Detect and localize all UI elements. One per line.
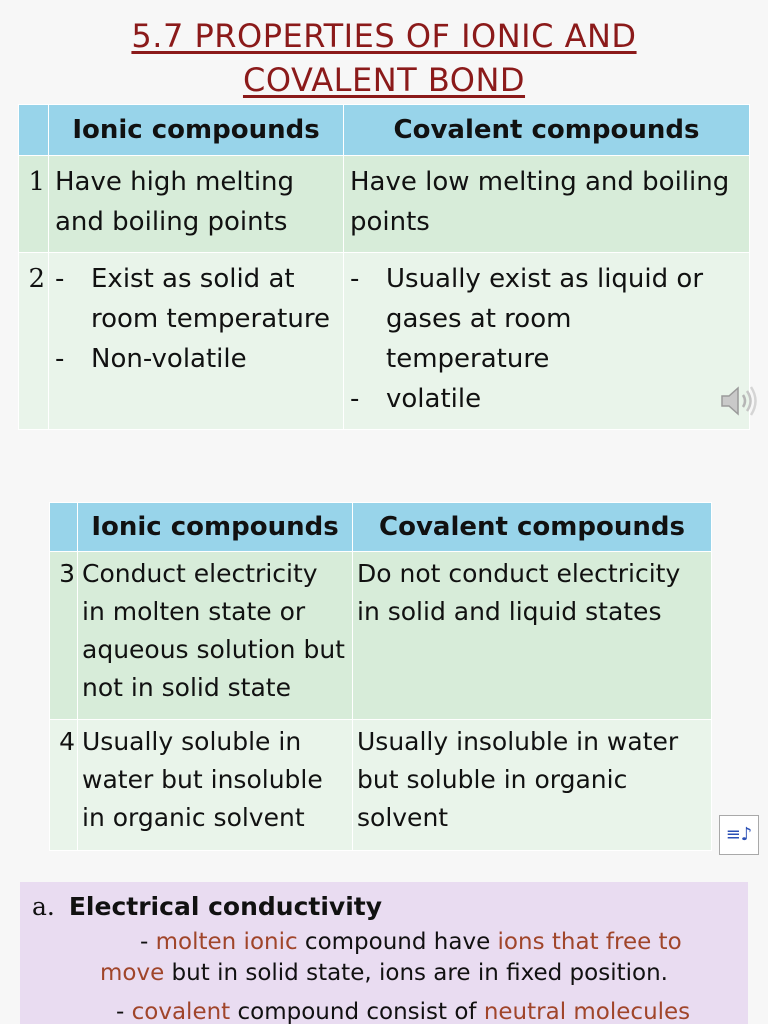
list-item: - Exist as solid at room temperature	[55, 259, 337, 339]
highlight-text: covalent	[131, 999, 231, 1024]
row-number: 3	[50, 552, 78, 720]
ionic-list	[55, 259, 337, 379]
speaker-icon[interactable]	[718, 380, 760, 422]
highlight-text: molten ionic	[155, 929, 298, 955]
body-text: but in solid state, ions are in fixed position.	[164, 960, 668, 986]
highlight-text: neutral molecules	[483, 999, 691, 1024]
slide-title-line-1: 5.7 PROPERTIES OF IONIC AND	[131, 17, 637, 55]
list-item: - Non-volatile	[55, 339, 337, 379]
covalent-cell: Usually insoluble in water but soluble in organic solvent	[353, 720, 712, 851]
header-covalent: Covalent compounds	[353, 503, 712, 552]
list-item: - Usually exist as liquid or gases at room temperature	[350, 259, 743, 379]
table-row	[50, 552, 712, 720]
panel-paragraph-1	[100, 927, 740, 989]
properties-table-1	[18, 104, 750, 430]
table-row	[50, 720, 712, 851]
music-notes-icon[interactable]: ≡♪	[719, 815, 759, 855]
row-number: 4	[50, 720, 78, 851]
row-number: 2	[19, 253, 49, 430]
panel-paragraph-2	[100, 997, 740, 1024]
panel-heading-text: Electrical conductivity	[68, 892, 383, 921]
header-number-cell	[50, 503, 78, 552]
highlight-text: ions that free to move	[100, 929, 682, 986]
body-text: compound have	[297, 929, 498, 955]
table-header-row	[50, 503, 712, 552]
dash-text: -	[116, 999, 132, 1024]
properties-table-2	[49, 502, 712, 851]
panel-heading-letter: a.	[32, 892, 55, 921]
dash-text: -	[140, 929, 156, 955]
panel-heading	[32, 890, 382, 924]
slide-title-line-2: COVALENT BOND	[242, 61, 526, 99]
body-text: compound consist of	[230, 999, 484, 1024]
header-ionic: Ionic compounds	[78, 503, 353, 552]
covalent-cell: Do not conduct electricity in solid and liquid states	[353, 552, 712, 720]
ionic-cell: Conduct electricity in molten state or aqueous solution but not in solid state	[78, 552, 353, 720]
table-header-row	[19, 105, 750, 156]
header-covalent: Covalent compounds	[344, 105, 750, 156]
ionic-cell: Have high melting and boiling points	[49, 156, 344, 253]
ionic-cell: Usually soluble in water but insoluble in organic solvent	[78, 720, 353, 851]
covalent-cell: Have low melting and boiling points	[344, 156, 750, 253]
conductivity-panel	[20, 882, 748, 1024]
header-ionic: Ionic compounds	[49, 105, 344, 156]
slide-title	[0, 14, 768, 102]
header-number-cell	[19, 105, 49, 156]
table-row	[19, 253, 750, 430]
row-number: 1	[19, 156, 49, 253]
list-item: - volatile	[350, 379, 743, 419]
ionic-cell	[49, 253, 344, 430]
covalent-list	[350, 259, 743, 419]
table-row	[19, 156, 750, 253]
covalent-cell	[344, 253, 750, 430]
